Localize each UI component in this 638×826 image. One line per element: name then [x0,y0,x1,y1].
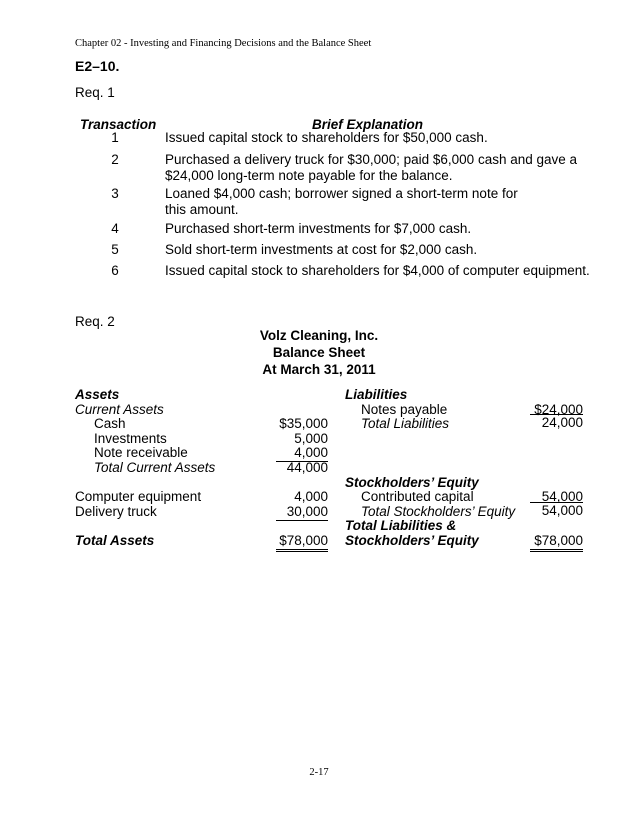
total-current-assets-amount: 44,000 [286,460,328,475]
total-equity-amount: 54,000 [530,502,583,519]
transaction-explanation: Issued capital stock to shareholders for $4,000 of computer equipment. [165,263,590,278]
total-current-assets-label: Total Current Assets [94,460,216,475]
total-liabilities-equity-label-line2: Stockholders’ Equity [345,533,479,548]
transaction-number: 3 [111,186,119,201]
transaction-number: 6 [111,263,119,278]
transaction-number: 5 [111,242,119,257]
transaction-number: 1 [111,130,119,145]
computer-equipment-amount: 4,000 [294,489,328,504]
total-liabilities-equity-amount: $78,000 [530,533,583,552]
transaction-explanation: Sold short-term investments at cost for $2,000 cash. [165,242,478,257]
cash-label: Cash [94,416,126,431]
notes-payable-amount: $24,000 [534,402,583,417]
transaction-number: 4 [111,221,119,236]
total-liabilities-label: Total Liabilities [361,416,450,431]
total-liabilities-equity-label-line1: Total Liabilities & [345,518,457,533]
transaction-explanation: Purchased a delivery truck for $30,000; paid $6,000 cash and gave a $24,000 long-term note payable for the balance. [165,152,578,183]
investments-label: Investments [94,431,167,446]
explanation-column-header: Brief Explanation [312,117,424,132]
computer-equipment-label: Computer equipment [75,489,202,504]
statement-title: Balance Sheet [272,345,366,360]
total-liabilities-amount: 24,000 [530,414,583,431]
stockholders-equity-heading: Stockholders’ Equity [345,475,479,490]
transaction-explanation: Issued capital stock to shareholders for $50,000 cash. [165,130,488,145]
total-assets-label: Total Assets [75,533,155,548]
current-assets-heading: Current Assets [75,402,164,417]
transaction-number: 2 [111,152,119,167]
assets-heading: Assets [75,387,120,402]
investments-amount: 5,000 [294,431,328,446]
cash-amount: $35,000 [279,416,328,431]
req2-label: Req. 2 [75,314,115,329]
transaction-explanation: Loaned $4,000 cash; borrower signed a short-term note for this amount. [165,186,518,217]
note-receivable-amount: 4,000 [276,445,328,462]
statement-date: At March 31, 2011 [262,362,376,377]
contributed-capital-amount: 54,000 [541,489,583,504]
delivery-truck-label: Delivery truck [75,504,157,519]
req1-label: Req. 1 [75,85,115,100]
transaction-column-header: Transaction [80,117,157,132]
contributed-capital-label: Contributed capital [361,489,474,504]
notes-payable-label: Notes payable [361,402,448,417]
running-header: Chapter 02 - Investing and Financing Decisions and the Balance Sheet [75,38,372,49]
company-name: Volz Cleaning, Inc. [259,328,379,343]
liabilities-heading: Liabilities [345,387,408,402]
transaction-explanation: Purchased short-term investments for $7,000 cash. [165,221,472,236]
note-receivable-label: Note receivable [94,445,188,460]
exercise-title: E2–10. [75,58,120,74]
page-number: 2-17 [309,767,329,778]
delivery-truck-amount: 30,000 [276,504,328,521]
total-equity-label: Total Stockholders’ Equity [361,504,516,519]
total-assets-amount: $78,000 [276,533,328,552]
